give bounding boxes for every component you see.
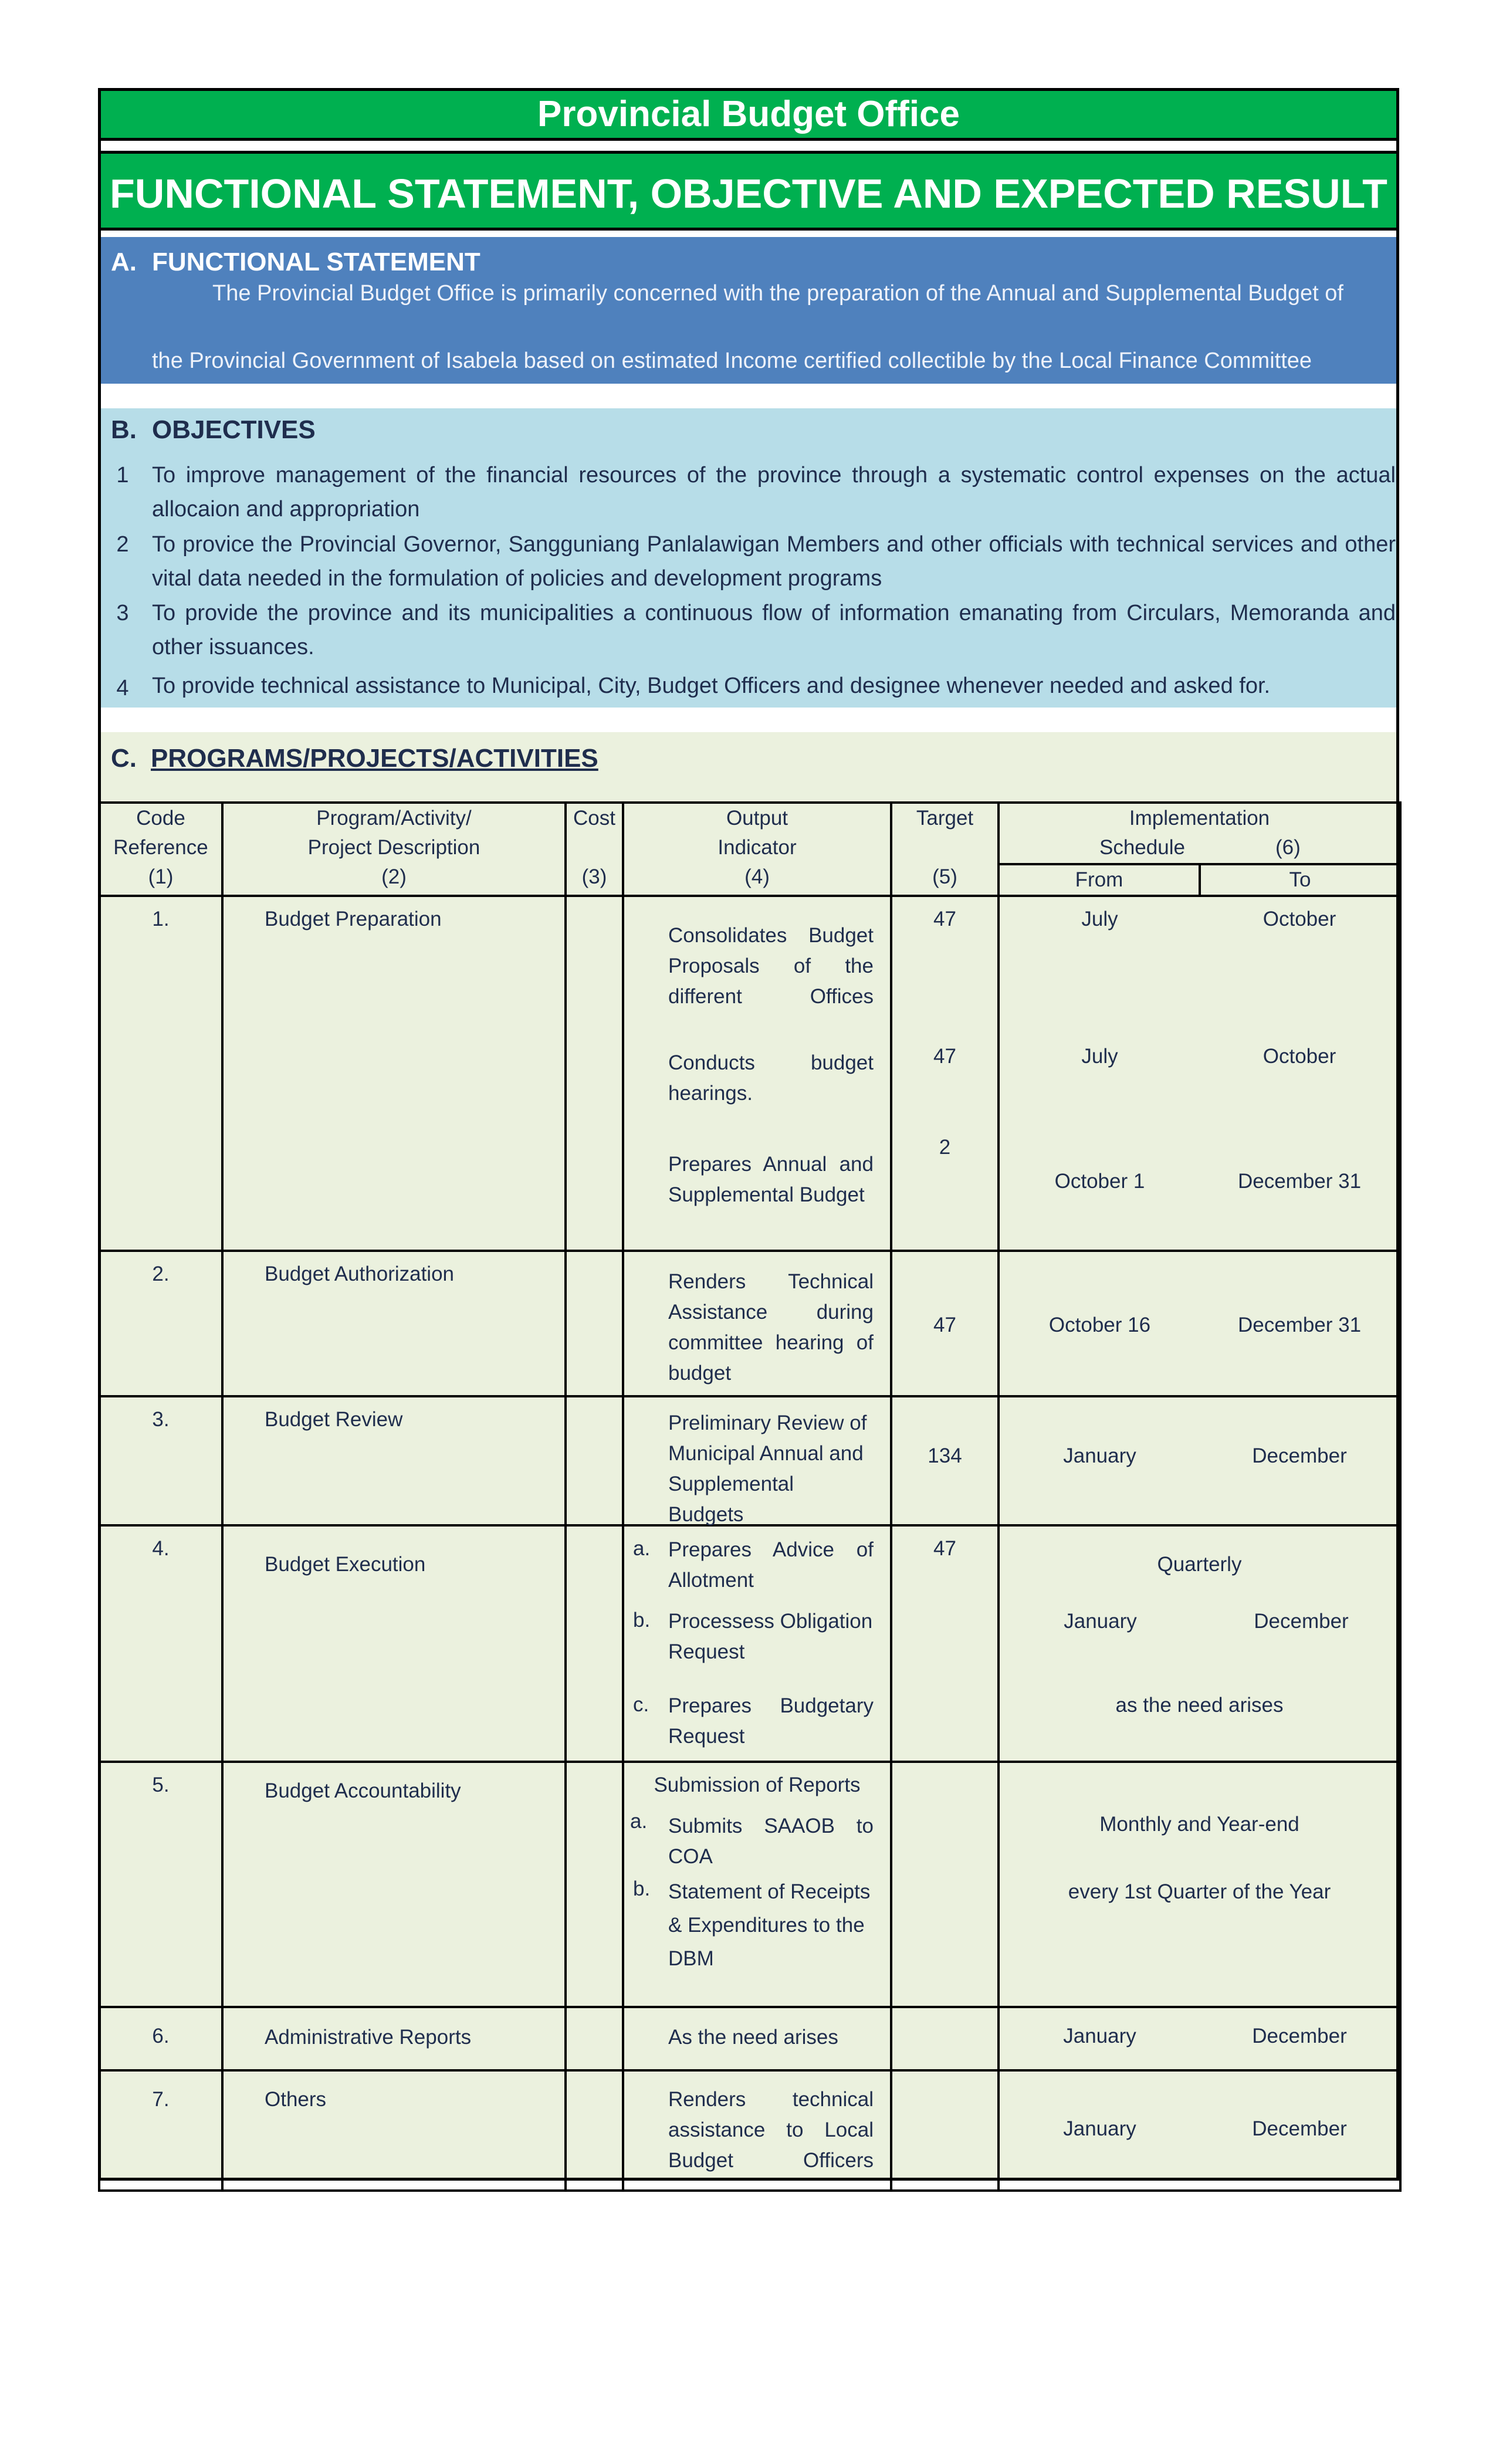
col-header-program: Program/Activity/ Project Description (2)	[222, 803, 566, 896]
programs-table	[98, 801, 1402, 2192]
objective-item: 4 To provide technical assistance to Municipal, City, Budget Officers and designee whenever needed and asked for.	[116, 673, 1271, 700]
programs-heading: C.	[111, 744, 137, 773]
table-row: 7. Others Renders technical assistance to Local Budget Officers January December	[99, 2070, 1400, 2191]
table-row: 1. Budget Preparation Consolidates Budget Proposals of the different Offices Conducts budget hearings. Prepares Annual and Supplemental Budget 47 47 2 July July October 1 October October December 31	[99, 896, 1400, 1251]
functional-statement-line2: the Provincial Government of Isabela based on estimated Income certified collectible by the Local Finance Committee	[152, 348, 1312, 373]
objective-item: 3 To provide the province and its municipalities a continuous flow of information emanating from Circulars, Memoranda and other issuances.	[116, 601, 1396, 659]
objective-item: 2 To provice the Provincial Governor, Sangguniang Panlalawigan Members and other officials with technical services and other vital data needed in the formulation of policies and development programs	[116, 532, 1396, 591]
table-row: 2. Budget Authorization Renders Technical Assistance during committee hearing of budget 47 October 16 December 31	[99, 1251, 1400, 1396]
office-title: Provincial Budget Office	[98, 88, 1399, 141]
col-header-target: Target (5)	[891, 803, 999, 896]
objectives-heading: B. OBJECTIVES	[111, 415, 316, 444]
table-row: 6. Administrative Reports As the need arises January December	[99, 2007, 1400, 2070]
table-row: 3. Budget Review Preliminary Review of Municipal Annual and Supplemental Budgets 134 January December	[99, 1396, 1400, 1525]
page-title: FUNCTIONAL STATEMENT, OBJECTIVE AND EXPECTED RESULT	[98, 151, 1399, 231]
col-header-output: Output Indicator (4)	[623, 803, 891, 896]
table-header-row	[99, 803, 1400, 864]
col-header-code: Code Reference (1)	[99, 803, 222, 896]
functional-statement-line1: The Provincial Budget Office is primarily concerned with the preparation of the Annual and Supplemental Budget of	[212, 281, 1343, 306]
objective-item: 1 To improve management of the financial resources of the province through a systematic control expenses on the actual allocaion and appropriation	[116, 463, 1396, 522]
table-row: 4. Budget Execution a. Prepares Advice of Allotment b. Processess Obligation Request c. Prepares Budgetary Request 47 Quarterly January December as the need arises	[99, 1525, 1400, 1762]
col-header-from: From	[999, 864, 1200, 896]
col-header-cost: Cost (3)	[566, 803, 623, 896]
programs-title: PROGRAMS/PROJECTS/ACTIVITIES	[151, 744, 598, 773]
col-header-implementation: Implementation Schedule (6)	[999, 803, 1400, 864]
table-row: 5. Budget Accountability Submission of Reports a. Submits SAAOB to COA b. Statement of Receipts & Expenditures to the DBM Monthly and Year-end every 1st Quarter of the Year	[99, 1762, 1400, 2007]
functional-statement-heading: A. FUNCTIONAL STATEMENT	[111, 248, 480, 276]
col-header-to: To	[1200, 864, 1400, 896]
objectives-section	[98, 408, 1399, 708]
functional-statement-section	[98, 237, 1399, 384]
